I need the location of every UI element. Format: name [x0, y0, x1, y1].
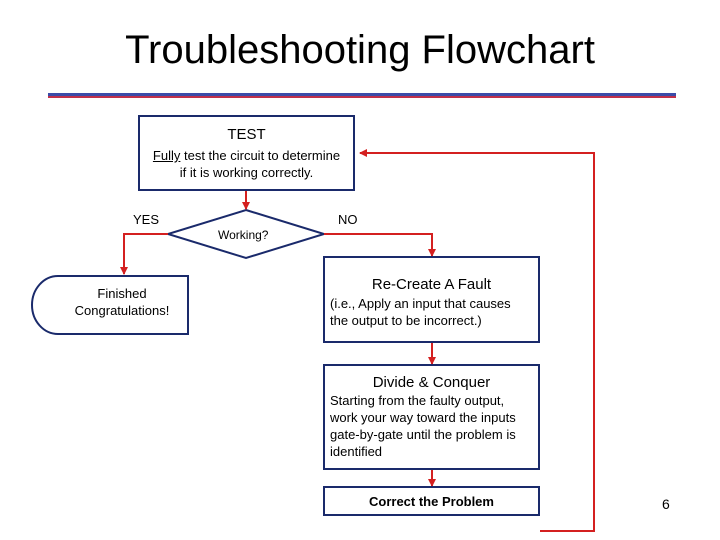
divide-heading: Divide & Conquer: [372, 374, 491, 391]
decision-label: Working?: [218, 228, 269, 242]
test-description-line2: if it is working correctly.: [179, 165, 314, 180]
yes-label: YES: [133, 212, 160, 227]
recreate-line1: (i.e., Apply an input that causes: [330, 296, 511, 311]
divide-line2: work your way toward the inputs: [330, 410, 516, 425]
divide-line3: gate-by-gate until the problem is: [330, 427, 516, 442]
correct-heading: Correct the Problem: [369, 494, 494, 509]
recreate-line2: the output to be incorrect.): [330, 313, 482, 328]
no-label: NO: [338, 212, 358, 227]
divide-line4: identified: [330, 444, 383, 459]
connector-yes-branch: [124, 234, 168, 274]
divide-line1: Starting from the faulty output,: [330, 393, 505, 408]
page-number: 6: [662, 496, 670, 512]
connector-no-branch: [324, 234, 432, 256]
finished-line1: Finished: [97, 286, 147, 301]
test-description-line1: [138, 147, 355, 164]
finished-line2: Congratulations!: [74, 303, 170, 318]
recreate-heading: Re-Create A Fault: [371, 276, 492, 293]
test-heading: TEST: [227, 126, 266, 143]
test-description-rest: test the circuit to determine: [180, 148, 341, 163]
page-title: Troubleshooting Flowchart: [125, 28, 595, 72]
test-description-underlined: Fully: [152, 148, 181, 163]
